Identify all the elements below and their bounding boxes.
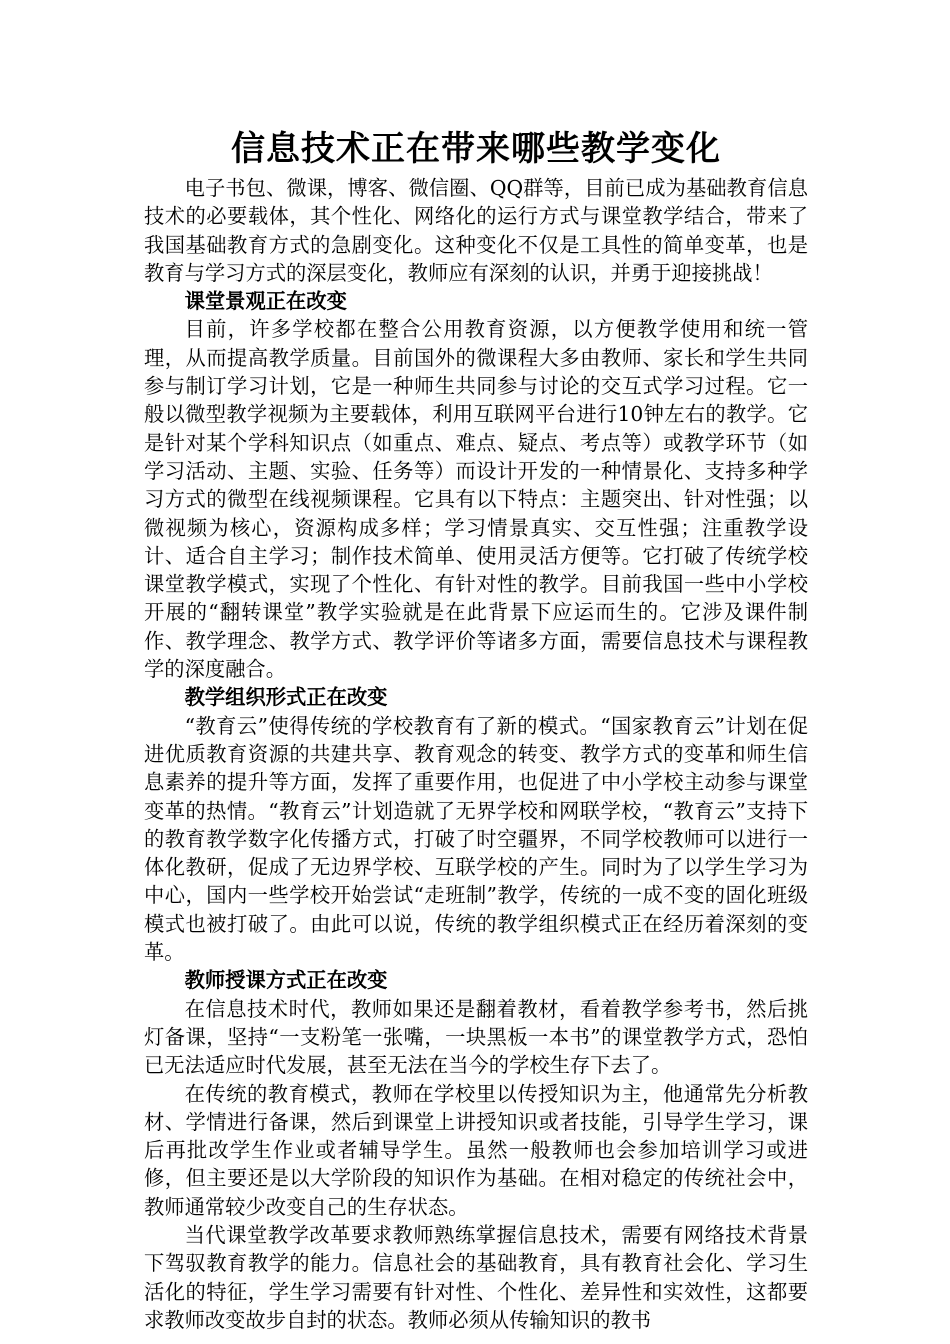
section-teaching-paragraph-1: 在信息技术时代，教师如果还是翻着教材，看着教学参考书，然后挑灯备课，坚持“一支粉笔一张嘴，一块黑板一本书”的课堂教学方式，恐怕已无法适应时代发展，甚至无法在当今的学校生存下去了。	[144, 996, 808, 1078]
section-classroom-paragraph-1: 目前，许多学校都在整合公用教育资源，以方便教学使用和统一管理，从而提高教学质量。目前国外的微课程大多由教师、家长和学生共同参与制订学习计划，它是一种师生共同参与讨论的交互式学习过程。它一般以微型教学视频为主要载体，利用互联网平台进行10钟左右的教学。它是针对某个学科知识点（如重点、难点、疑点、考点等）或教学环节（如学习活动、主题、实验、任务等）而设计开发的一种情景化、支持多种学习方式的微型在线视频课程。它具有以下特点：主题突出、针对性强；以微视频为核心，资源构成多样；学习情景真实、交互性强；注重教学设计、适合自主学习；制作技术简单、使用灵活方便等。它打破了传统学校课堂教学模式，实现了个性化、有针对性的教学。目前我国一些中小学校开展的“翻转课堂”教学实验就是在此背景下应运而生的。它涉及课件制作、教学理念、教学方式、教学评价等诸多方面，需要信息技术与课程教学的深度融合。	[144, 317, 808, 682]
section-heading-organization: 教学组织形式正在改变	[184, 685, 388, 710]
section-heading-teaching: 教师授课方式正在改变	[184, 968, 388, 993]
section-heading-classroom: 课堂景观正在改变	[184, 289, 347, 314]
section-organization-paragraph-1: “教育云”使得传统的学校教育有了新的模式。“国家教育云”计划在促进优质教育资源的共建共享、教育观念的转变、教学方式的变革和师生信息素养的提升等方面，发挥了重要作用，也促进了中小学校主动参与课堂变革的热情。“教育云”计划造就了无界学校和网联学校，“教育云”支持下的教育教学数字化传播方式，打破了时空疆界，不同学校教师可以进行一体化教研，促成了无边界学校、互联学校的产生。同时为了以学生学习为中心，国内一些学校开始尝试“走班制”教学，传统的一成不变的固化班级模式也被打破了。由此可以说，传统的教学组织模式正在经历着深刻的变革。	[144, 713, 808, 965]
section-teaching-paragraph-3: 当代课堂教学改革要求教师熟练掌握信息技术，需要有网络技术背景下驾驭教育教学的能力。信息社会的基础教育，具有教育社会化、学习生活化的特征，学生学习需要有针对性、个性化、差异性和实效性，这都要求教师改变故步自封的状态。教师必须从传输知识的教书	[144, 1222, 808, 1332]
document-page	[144, 124, 808, 1334]
section-teaching-paragraph-2: 在传统的教育模式，教师在学校里以传授知识为主，他通常先分析教材、学情进行备课，然后到课堂上讲授知识或者技能，引导学生学习，课后再批改学生作业或者辅导学生。虽然一般教师也会参加培训学习或进修，但主要还是以大学阶段的知识作为基础。在相对稳定的传统社会中，教师通常较少改变自己的生存状态。	[144, 1081, 808, 1219]
document-title: 信息技术正在带来哪些教学变化	[231, 129, 721, 169]
intro-paragraph: 电子书包、微课，博客、微信圈、QQ群等，目前已成为基础教育信息技术的必要载体，其个性化、网络化的运行方式与课堂教学结合，带来了我国基础教育方式的急剧变化。这种变化不仅是工具性的简单变革，也是教育与学习方式的深层变化，教师应有深刻的认识，并勇于迎接挑战！	[144, 176, 808, 285]
